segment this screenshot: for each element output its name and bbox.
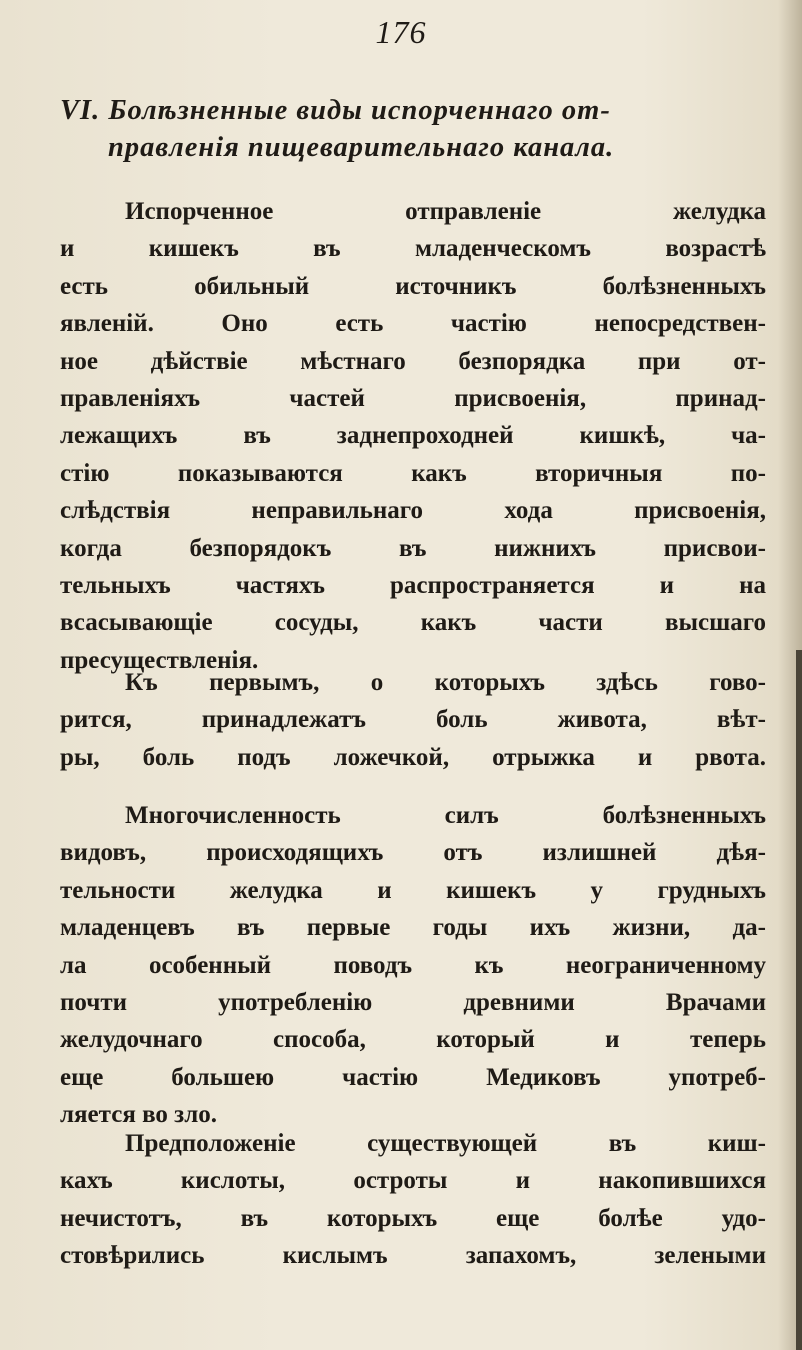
text-line: стію показываются какъ вторичныя по-: [60, 459, 766, 487]
paragraph: [60, 1125, 766, 1275]
page-number: 176: [375, 14, 427, 50]
paragraph: [60, 797, 766, 1134]
text-line: ное дѣйствіе мѣстнаго безпорядка при от-: [60, 347, 766, 375]
text-line: желудочнаго способа, который и теперь: [60, 1026, 766, 1054]
text-line: Предположеніе существующей въ киш-: [125, 1130, 766, 1157]
section-heading: [60, 92, 765, 166]
text-line: стовѣрились кислымъ запахомъ, зелеными: [60, 1242, 766, 1270]
text-line: ла особенный поводъ къ неограниченному: [60, 951, 766, 979]
text-line: слѣдствія неправильнаго хода присвоенія,: [60, 497, 766, 525]
text-line: лежащихъ въ заднепроходней кишкѣ, ча-: [60, 422, 766, 450]
text-line: тельности желудка и кишекъ у грудныхъ: [60, 876, 766, 904]
text-line: ры, боль подъ ложечкой, отрыжка и рвота.: [60, 743, 766, 771]
text-line: и кишекъ въ младенческомъ возрастѣ: [60, 235, 766, 263]
text-line: ляется во зло.: [60, 1101, 218, 1129]
text-line: нечистотъ, въ которыхъ еще болѣе удо-: [60, 1204, 766, 1232]
text-line: когда безпорядокъ въ нижнихъ присвои-: [60, 534, 766, 562]
text-line: видовъ, происходящихъ отъ излишней дѣя-: [60, 839, 766, 867]
text-line: Къ первымъ, о которыхъ здѣсь гово-: [125, 669, 766, 696]
heading-line: VI. Болѣзненные виды испорченнаго от-: [60, 95, 611, 126]
text-line: Многочисленность силъ болѣзненныхъ: [125, 802, 766, 829]
text-line: тельныхъ частяхъ распространяется и на: [60, 572, 766, 600]
text-line: правленіяхъ частей присвоенія, принад-: [60, 385, 766, 413]
text-line: почти употребленію древними Врачами: [60, 989, 766, 1017]
text-line: еще большею частію Медиковъ употреб-: [60, 1063, 766, 1091]
text-line: младенцевъ въ первые годы ихъ жизни, да-: [60, 914, 766, 942]
text-line: рится, принадлежатъ боль живота, вѣт-: [60, 706, 766, 734]
text-line: явленій. Оно есть частію непосредствен-: [60, 310, 766, 338]
paragraph: [60, 193, 766, 679]
heading-line: правленія пищеварительнаго канала.: [108, 132, 615, 163]
page-edge-shadow: [796, 650, 802, 1350]
text-line: есть обильный источникъ болѣзненныхъ: [60, 272, 766, 300]
text-line: пресуществленія.: [60, 646, 259, 674]
text-line: всасывающіе сосуды, какъ части высшаго: [60, 609, 766, 637]
text-line: кахъ кислоты, остроты и накопившихся: [60, 1167, 766, 1195]
text-line: Испорченное отправленіе желудка: [125, 198, 766, 225]
paragraph: [60, 664, 766, 776]
